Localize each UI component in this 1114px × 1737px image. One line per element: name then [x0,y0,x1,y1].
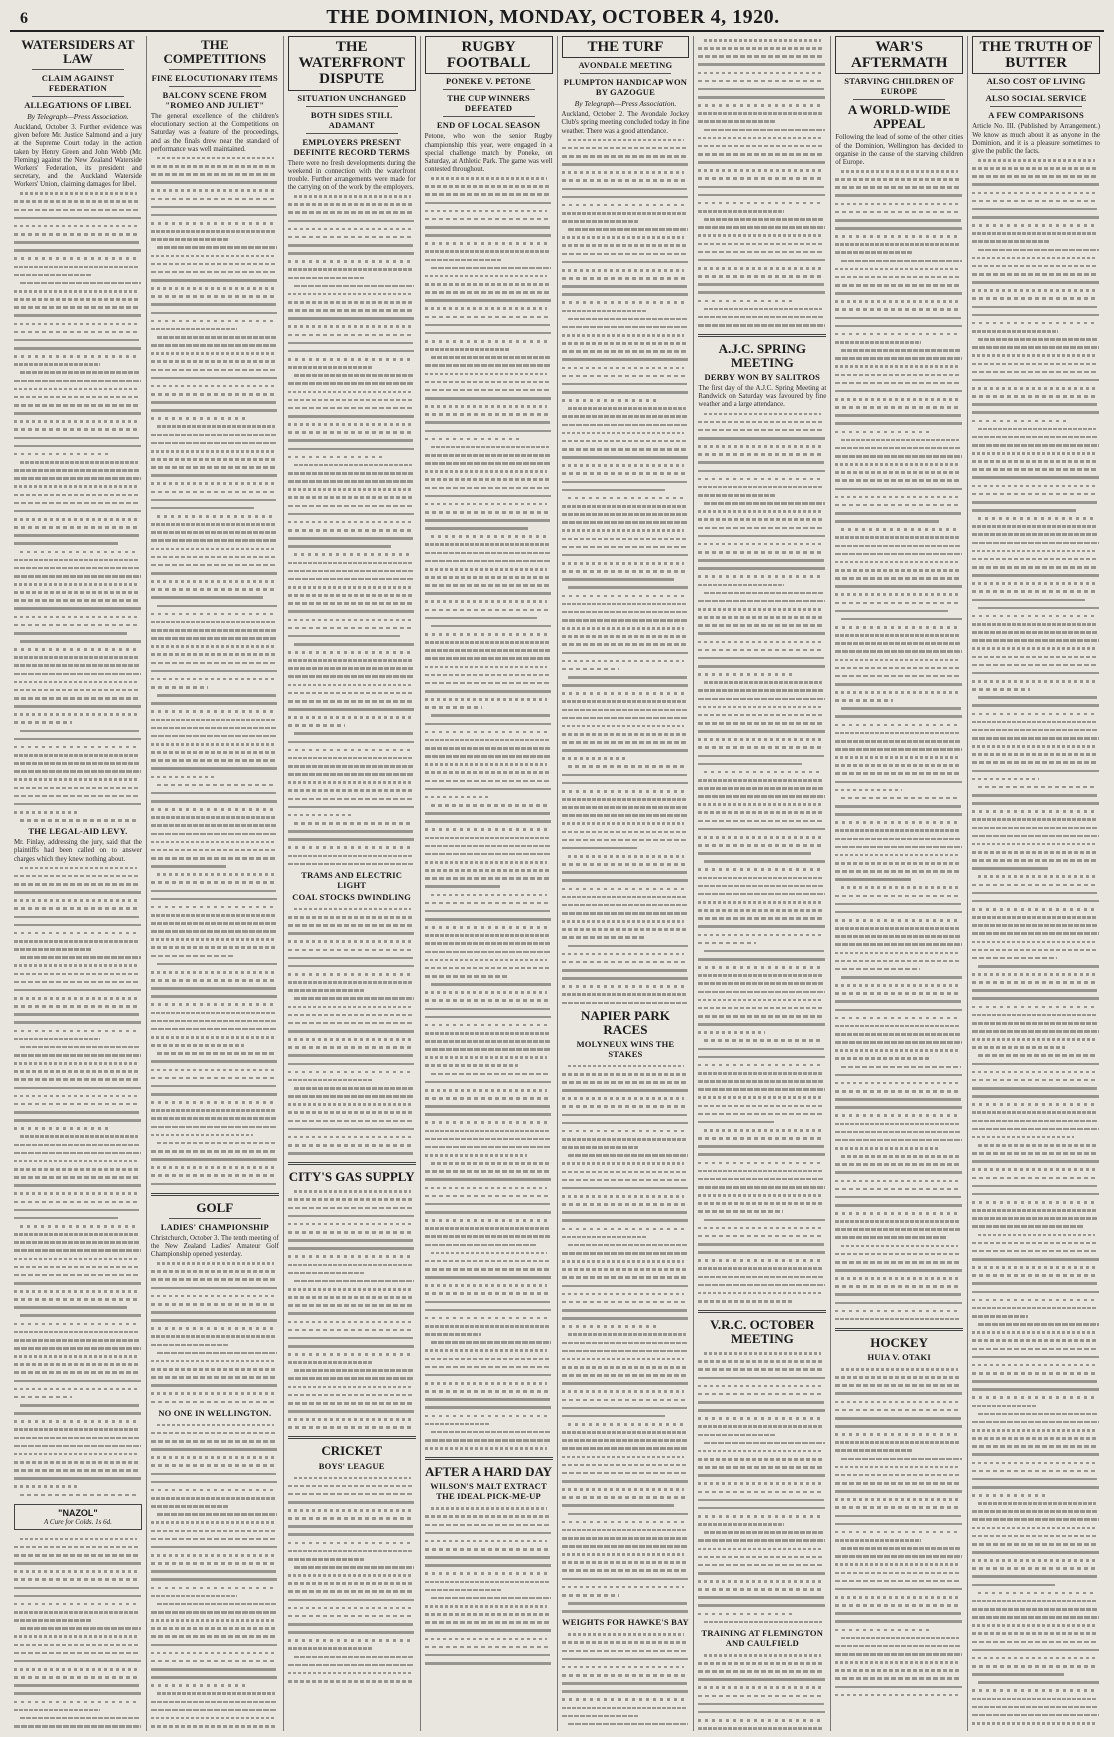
headline: A WORLD-WIDE APPEAL [847,102,951,132]
headline: THE TRUTH OF BUTTER [972,36,1100,74]
article-lead: There were no fresh developments during the weekend in connection with the waterfront trouble. Further arrangements were made for the carrying on of the work by the employers. [287,159,416,192]
article-body [14,1535,142,1731]
headline: V.R.C. OCTOBER MEETING [710,1317,815,1347]
subheading: HUIA V. OTAKI [867,1352,931,1363]
headline: CRICKET [321,1443,383,1459]
subheading: A FEW COMPARISONS [988,110,1084,121]
column-6 [694,36,831,1731]
column-2 [147,36,284,1731]
article-body [151,154,279,1188]
article-lead: Petone, who won the senior Rugby championship this year, were engaged in a special challenge match by Poneke, on Saturday, at Athletic Park. The game was well contested throughout. [424,133,553,173]
subheading: BALCONY SCENE FROM "ROMEO AND JULIET" [162,90,267,111]
headline: THE WATERFRONT DISPUTE [288,36,416,91]
subheading: END OF LOCAL SEASON [436,120,541,131]
subheading: THE LEGAL-AID LEVY. [28,826,128,837]
column-3 [284,36,421,1731]
byline: By Telegraph—Press Association. [574,99,677,109]
headline: RUGBY FOOTBALL [425,36,553,74]
byline: By Telegraph—Press Association. [27,112,129,122]
subheading: MOLYNEUX WINS THE STAKES [576,1038,675,1059]
headline: THE COMPETITIONS [163,37,267,67]
article-body [835,1365,963,1699]
subheading: WILSON'S MALT EXTRACT THE IDEAL PICK-ME-UP [430,1481,547,1502]
article-body [425,1504,553,1667]
article-lead: The general excellence of the children's elocutionary section at the Competitions on Saturday was a feature of the proceedings, and as the finals drew near the standard of performance was well maintained. [150,113,279,153]
subheading: PLUMPTON HANDICAP WON BY GAZOGUE [563,77,688,98]
column-4 [421,36,558,1731]
article-lead: Auckland, October 3. Further evidence was given before Mr. Justice Salmond and a jury at the Supreme Court today in the action taken by Henry Green and John Webb (Mr. Fleming) against the New Zealand Waterside Workers' Federation, its president and secretary, and the Auckland Waterside Workers' Union, claiming damages for libel. [14,124,142,189]
article-body [835,167,963,1323]
advert-title: "NAZOL" [58,1507,98,1518]
article-body [698,1651,826,1731]
article-lead: Following the lead of some of the other cities of the Dominion, Wellington has decided to organise in the cause of the starving children of Europe. [835,134,964,166]
subheading: STARVING CHILDREN OF EUROPE [844,76,955,97]
subheading: FINE ELOCUTIONARY ITEMS [151,73,278,84]
headline: AFTER A HARD DAY [425,1464,553,1480]
headline: WAR'S AFTERMATH [835,36,963,74]
article-body [562,1630,690,1731]
masthead-title: THE DOMINION, MONDAY, OCTOBER 4, 1920. [326,6,780,28]
article-body [562,136,690,1007]
article-body [698,36,826,329]
subheading: NO ONE IN WELLINGTON. [158,1407,272,1418]
article-lead: Christchurch, October 3. The tenth meeting of the New Zealand Ladies' Amateur Golf Championship opened yesterday. [150,1234,279,1259]
subheading: THE CUP WINNERS DEFEATED [447,93,530,114]
article-body [288,905,416,1157]
subheading: ALSO SOCIAL SERVICE [985,93,1087,104]
subheading: ALSO COST OF LIVING [986,76,1086,87]
subheading: EMPLOYERS PRESENT DEFINITE RECORD TERMS [293,136,410,157]
columns [10,36,1104,1731]
subheading: TRAMS AND ELECTRIC LIGHT [301,869,403,890]
article-body [151,1421,279,1731]
subheading: AVONDALE MEETING [578,60,673,71]
article-lead: Article No. III. (Published by Arrangement.) We know as much about it as anyone in the Dominion, and it is a pleasure sometimes to give the public the facts. [972,123,1100,155]
article-body [698,1349,826,1626]
subheading: CLAIM AGAINST FEDERATION [41,73,115,94]
subheading: COAL STOCKS DWINDLING [292,891,412,902]
article-lead: Mr. Finlay, addressing the jury, said that the plaintiffs had been called on to answer charges which they knew nothing about. [14,839,142,863]
subheading: WEIGHTS FOR HAWKE'S BAY [562,1617,689,1628]
column-1 [10,36,147,1731]
article-body [425,174,553,1452]
advert-text: A Cure for Colds. 1s 6d. [44,1517,112,1526]
article-lead: Auckland, October 2. The Avondale Jockey Club's spring meeting concluded today in fine weather. There was a good attendance. [561,111,690,135]
masthead [10,6,1104,32]
column-7 [831,36,968,1731]
column-8 [968,36,1104,1731]
article-body [288,1187,416,1431]
headline: A.J.C. SPRING MEETING [718,341,807,371]
article-body [288,192,416,868]
article-body [562,1062,690,1616]
article-body [14,189,142,824]
article-body [14,864,142,1499]
subheading: BOYS' LEAGUE [318,1460,385,1471]
subheading: BOTH SIDES STILL ADAMANT [310,109,393,130]
advertisement [14,1504,142,1530]
article-lead: The first day of the A.J.C. Spring Meeting at Randwick on Saturday was favoured by fine weather and a large attendance. [698,385,827,409]
headline: NAPIER PARK RACES [580,1007,670,1037]
subheading: TRAINING AT FLEMINGTON AND CAULFIELD [701,1627,824,1648]
headline: GOLF [196,1199,234,1215]
article-body [288,1474,416,1686]
article-body [151,1259,279,1406]
subheading: PONEKE V. PETONE [445,76,532,87]
subheading: LADIES' CHAMPIONSHIP [160,1221,269,1232]
article-body [698,410,826,1305]
headline: HOCKEY [870,1335,929,1351]
headline: WATERSIDERS AT LAW [21,37,135,67]
subheading: SITUATION UNCHANGED [297,92,407,103]
headline: THE TURF [562,36,690,58]
article-body [972,156,1100,1727]
headline: CITY'S GAS SUPPLY [288,1169,415,1185]
subheading: ALLEGATIONS OF LIBEL [24,100,132,111]
subheading: DERBY WON BY SALITROS [704,372,821,383]
column-5 [558,36,695,1731]
page-number: 6 [20,10,28,27]
